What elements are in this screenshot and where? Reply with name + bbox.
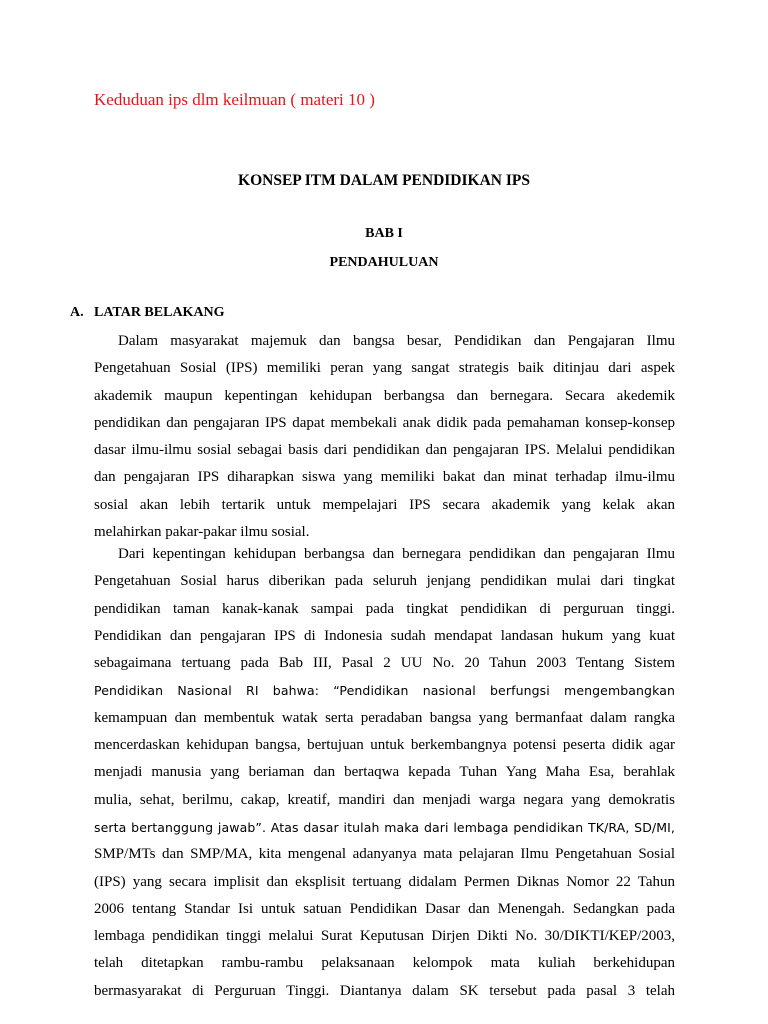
chapter-title: PENDAHULUAN: [329, 255, 439, 270]
section-title: LATAR BELAKANG: [94, 305, 225, 320]
paragraph-line: Pendidikan Nasional RI bahwa: “Pendidikan nasional berfungsi mengembangkan: [94, 683, 675, 699]
paragraph-line: 2006 tentang Standar Isi untuk satuan Pendidikan Dasar dan Menengah. Sedangkan pada: [94, 900, 675, 917]
paragraph-line: mulia, sehat, berilmu, cakap, kreatif, mandiri dan menjadi warga negara yang demokratis: [94, 791, 675, 808]
paragraph-2: [94, 541, 675, 1005]
paragraph-line: pendidikan taman kanak-kanak sampai pada tingkat pendidikan di perguruan tinggi.: [94, 600, 675, 617]
paragraph-line: Pengetahuan Sosial (IPS) memiliki peran yang sangat strategis baik ditinjau dari aspek: [94, 360, 675, 377]
paragraph-line: akademik maupun kepentingan kehidupan berbangsa dan bernegara. Secara akedemik: [94, 387, 675, 404]
paragraph-line: serta bertanggung jawab”. Atas dasar itulah maka dari lembaga pendidikan TK/RA, SD/MI,: [94, 819, 675, 835]
paragraph-line: sosial akan lebih tertarik untuk mempelajari IPS secara akademik yang kelak akan: [94, 496, 675, 513]
paragraph-line: bermasyarakat di Perguruan Tinggi. Diantanya dalam SK tersebut pada pasal 3 telah: [94, 982, 675, 999]
section-heading: [70, 305, 225, 321]
paragraph-line: SMP/MTs dan SMP/MA, kita mengenal adanyanya mata pelajaran Ilmu Pengetahuan Sosial: [94, 846, 675, 863]
paragraph-line: Pendidikan dan pengajaran IPS di Indonesia sudah mendapat landasan hukum yang kuat: [94, 627, 675, 644]
paragraph-1: [94, 328, 675, 546]
paragraph-line: Dari kepentingan kehidupan berbangsa dan bernegara pendidikan dan pengajaran Ilmu: [118, 546, 675, 562]
document-title: KONSEP ITM DALAM PENDIDIKAN IPS: [238, 172, 530, 189]
chapter-number: BAB I: [365, 226, 403, 241]
paragraph-line: sebagaimana tertuang pada Bab III, Pasal 2 UU No. 20 Tahun 2003 Tentang Sistem: [94, 655, 675, 672]
paragraph-line: (IPS) yang secara implisit dan eksplisit tertuang didalam Permen Diknas Nomor 22 Tahun: [94, 873, 675, 890]
section-number: A.: [70, 305, 84, 320]
paragraph-line: kemampuan dan membentuk watak serta peradaban bangsa yang bermanfaat dalam rangka: [94, 709, 675, 726]
paragraph-line: lembaga pendidikan tinggi melalui Surat Keputusan Dirjen Dikti No. 30/DIKTI/KEP/2003,: [94, 928, 675, 945]
document-note: Keduduan ips dlm keilmuan ( materi 10 ): [94, 90, 375, 109]
paragraph-line: mencerdaskan kehidupan bangsa, bertujuan untuk berkembangnya potensi peserta didik agar: [94, 737, 675, 754]
paragraph-line: dan pengajaran IPS diharapkan siswa yang memiliki bakat dan minat terhadap ilmu-ilmu: [94, 469, 675, 486]
paragraph-line: Pengetahuan Sosial harus diberikan pada seluruh jenjang pendidikan mulai dari tingkat: [94, 573, 675, 590]
paragraph-line: menjadi manusia yang beriaman dan bertaqwa kepada Tuhan Yang Maha Esa, berahlak: [94, 764, 675, 781]
paragraph-line: melahirkan pakar-pakar ilmu sosial.: [94, 524, 310, 541]
paragraph-line: telah ditetapkan rambu-rambu pelaksanaan kelompok mata kuliah berkehidupan: [94, 955, 675, 972]
paragraph-line: dasar ilmu-ilmu sosial sebagai basis dari pendidikan dan pengajaran IPS. Melalui pendidikan: [94, 442, 675, 459]
paragraph-line: Dalam masyarakat majemuk dan bangsa besar, Pendidikan dan Pengajaran Ilmu: [118, 333, 675, 349]
paragraph-line: pendidikan dan pengajaran IPS dapat membekali anak didik pada pemahaman konsep-konsep: [94, 414, 675, 431]
